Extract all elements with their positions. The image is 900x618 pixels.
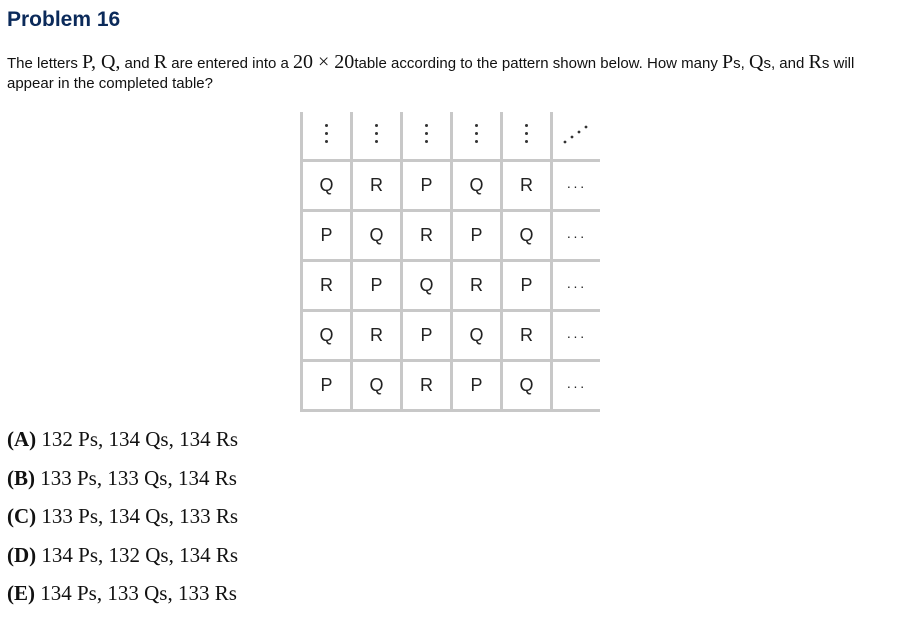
horizontal-ellipsis-icon: ··· [566, 278, 587, 294]
horizontal-ellipsis-icon: ··· [566, 328, 587, 344]
hdots-cell [552, 311, 601, 361]
answer-text: 132 Ps, 134 Qs, 134 Rs [41, 427, 239, 451]
table-cell: P [502, 261, 552, 311]
vdots-cell [302, 112, 352, 161]
table-cell: R [352, 161, 402, 211]
answer-text: 134 Ps, 132 Qs, 134 Rs [41, 542, 239, 567]
table-cell: P [452, 361, 502, 411]
vertical-ellipsis-icon [525, 122, 529, 144]
table-cell: P [402, 161, 452, 211]
answer-choice [7, 541, 238, 580]
answer-letter: (C) [7, 504, 37, 528]
table-cell: Q [452, 161, 502, 211]
table-row [302, 161, 601, 211]
horizontal-ellipsis-icon: ··· [566, 178, 587, 194]
table-row [302, 211, 601, 261]
table-cell: R [502, 161, 552, 211]
table-cell: P [352, 261, 402, 311]
ellipsis-row [302, 112, 601, 161]
table-cell: Q [352, 361, 402, 411]
answer-letter: (B) [7, 465, 35, 490]
diagonal-dots-cell [552, 112, 601, 161]
vertical-ellipsis-icon [325, 122, 329, 144]
table-cell: P [452, 211, 502, 261]
table-cell: P [402, 311, 452, 361]
hdots-cell [552, 211, 601, 261]
hdots-cell [552, 261, 601, 311]
table-cell: P [302, 211, 352, 261]
table-cell: Q [502, 361, 552, 411]
vertical-ellipsis-icon [475, 122, 479, 144]
hdots-cell [552, 161, 601, 211]
answer-choice [7, 425, 238, 464]
vdots-cell [352, 112, 402, 161]
table-cell: R [302, 261, 352, 311]
vertical-ellipsis-icon [375, 122, 379, 144]
answer-letter: (D) [7, 542, 37, 567]
vdots-cell [452, 112, 502, 161]
table-row [302, 361, 601, 411]
table-cell: Q [302, 161, 352, 211]
table-cell: Q [502, 211, 552, 261]
vdots-cell [402, 112, 452, 161]
answer-choices [7, 425, 238, 618]
answer-letter: (E) [7, 581, 35, 605]
table-cell: R [402, 211, 452, 261]
answer-choice [7, 579, 238, 618]
table-cell: R [352, 311, 402, 361]
diagonal-ellipsis-icon [557, 118, 597, 148]
table-cell: Q [402, 261, 452, 311]
vertical-ellipsis-icon [425, 122, 429, 144]
problem-statement: The letters P, Q, and R are entered into a 20 × 20table according to the pattern shown below. How many Ps, Qs, and Rs will appear in the completed table? [7, 51, 855, 92]
table-cell: R [502, 311, 552, 361]
answer-choice [7, 502, 238, 541]
table-cell: Q [452, 311, 502, 361]
table-cell: P [302, 361, 352, 411]
answer-text: 133 Ps, 134 Qs, 133 Rs [41, 504, 239, 528]
table-cell: R [452, 261, 502, 311]
table-row [302, 261, 601, 311]
hdots-cell [552, 361, 601, 411]
table-row [302, 311, 601, 361]
answer-letter: (A) [7, 427, 37, 451]
vdots-cell [502, 112, 552, 161]
answer-text: 133 Ps, 133 Qs, 134 Rs [40, 465, 237, 490]
answer-text: 134 Ps, 133 Qs, 133 Rs [40, 581, 237, 605]
horizontal-ellipsis-icon: ··· [566, 378, 587, 394]
horizontal-ellipsis-icon: ··· [566, 228, 587, 244]
table-cell: R [402, 361, 452, 411]
table-cell: Q [352, 211, 402, 261]
answer-choice [7, 464, 238, 503]
pattern-table [300, 112, 600, 412]
table-cell: Q [302, 311, 352, 361]
page-title: Problem 16 [7, 8, 121, 31]
